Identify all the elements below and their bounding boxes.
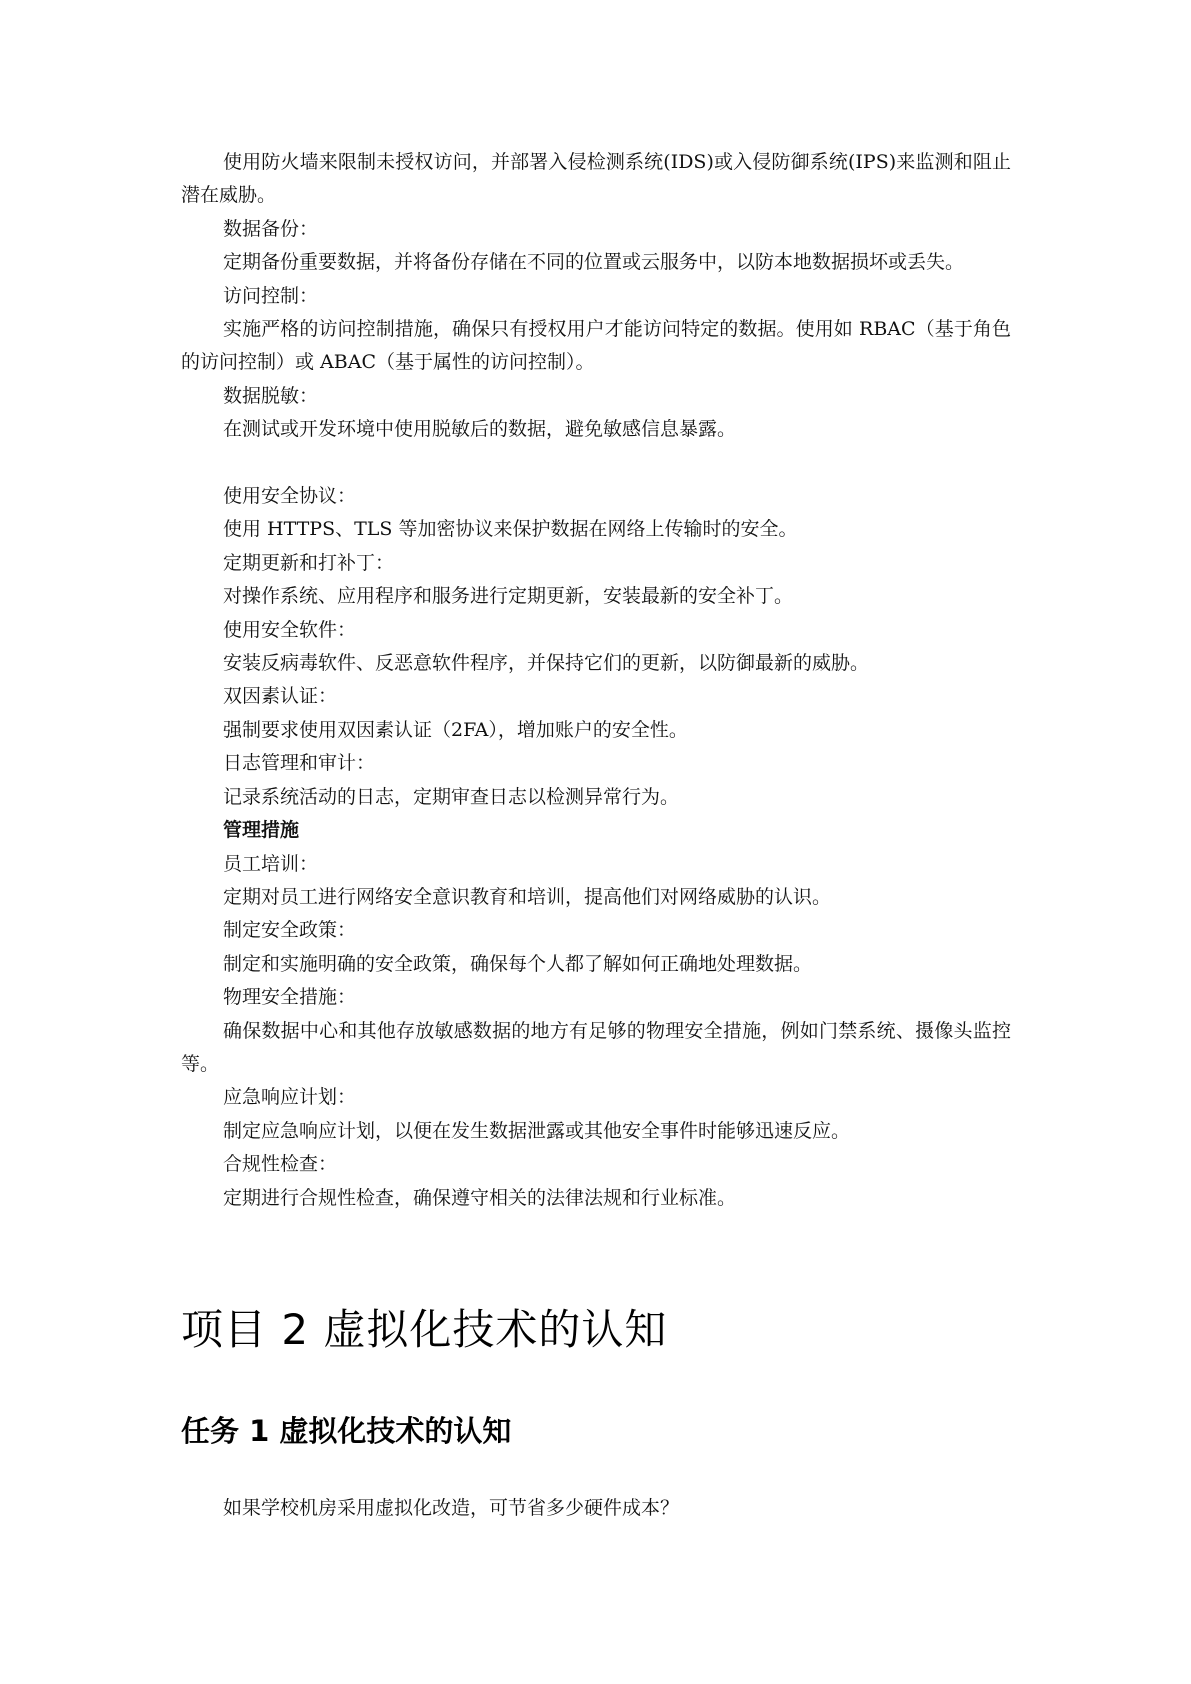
body-paragraph: 数据脱敏： [223,384,319,407]
body-paragraph: 定期进行合规性检查，确保遵守相关的法律法规和行业标准。 [223,1186,737,1209]
body-paragraph: 定期对员工进行网络安全意识教育和培训，提高他们对网络威胁的认识。 [223,885,832,908]
closing-section [181,1492,1011,1525]
body-paragraph: 数据备份： [223,217,319,240]
blank-line [181,447,1011,480]
document-body [181,146,1011,1215]
body-paragraph: 制定应急响应计划，以便在发生数据泄露或其他安全事件时能够迅速反应。 [223,1119,851,1142]
body-paragraph: 定期更新和打补丁： [223,551,395,574]
section-heading: 管理措施 [223,819,300,842]
body-paragraph: 应急响应计划： [223,1086,357,1109]
body-paragraph: 对操作系统、应用程序和服务进行定期更新，安装最新的安全补丁。 [223,585,794,608]
body-paragraph: 实施严格的访问控制措施，确保只有授权用户才能访问特定的数据。使用如 RBAC（基于角色的访问控制）或 ABAC（基于属性的访问控制）。 [181,318,1011,374]
body-paragraph: 定期备份重要数据，并将备份存储在不同的位置或云服务中，以防本地数据损坏或丢失。 [223,251,965,274]
body-paragraph: 强制要求使用双因素认证（2FA），增加账户的安全性。 [223,718,688,741]
body-paragraph: 使用安全软件： [223,618,357,641]
project-heading: 项目 2 虚拟化技术的认知 [181,1305,668,1354]
body-paragraph: 日志管理和审计： [223,752,376,775]
body-paragraph: 安装反病毒软件、反恶意软件程序，并保持它们的更新，以防御最新的威胁。 [223,652,870,675]
body-paragraph: 制定安全政策： [223,919,357,942]
body-paragraph: 记录系统活动的日志，定期审查日志以检测异常行为。 [223,785,680,808]
body-paragraph: 在测试或开发环境中使用脱敏后的数据，避免敏感信息暴露。 [223,418,737,441]
body-paragraph: 员工培训： [223,852,319,875]
body-paragraph: 使用防火墙来限制未授权访问，并部署入侵检测系统(IDS)或入侵防御系统(IPS)来监测和阻止潜在威胁。 [181,151,1011,207]
task-heading: 任务 1 虚拟化技术的认知 [181,1414,512,1448]
body-paragraph: 使用安全协议： [223,485,357,508]
body-paragraph: 物理安全措施： [223,986,357,1009]
body-paragraph: 使用 HTTPS、TLS 等加密协议来保护数据在网络上传输时的安全。 [223,518,798,541]
body-paragraph: 制定和实施明确的安全政策，确保每个人都了解如何正确地处理数据。 [223,952,813,975]
closing-paragraph: 如果学校机房采用虚拟化改造，可节省多少硬件成本？ [223,1497,680,1519]
body-paragraph: 访问控制： [223,284,319,307]
body-paragraph: 确保数据中心和其他存放敏感数据的地方有足够的物理安全措施，例如门禁系统、摄像头监控等。 [181,1019,1011,1075]
body-paragraph: 双因素认证： [223,685,338,708]
body-paragraph: 合规性检查： [223,1153,338,1176]
